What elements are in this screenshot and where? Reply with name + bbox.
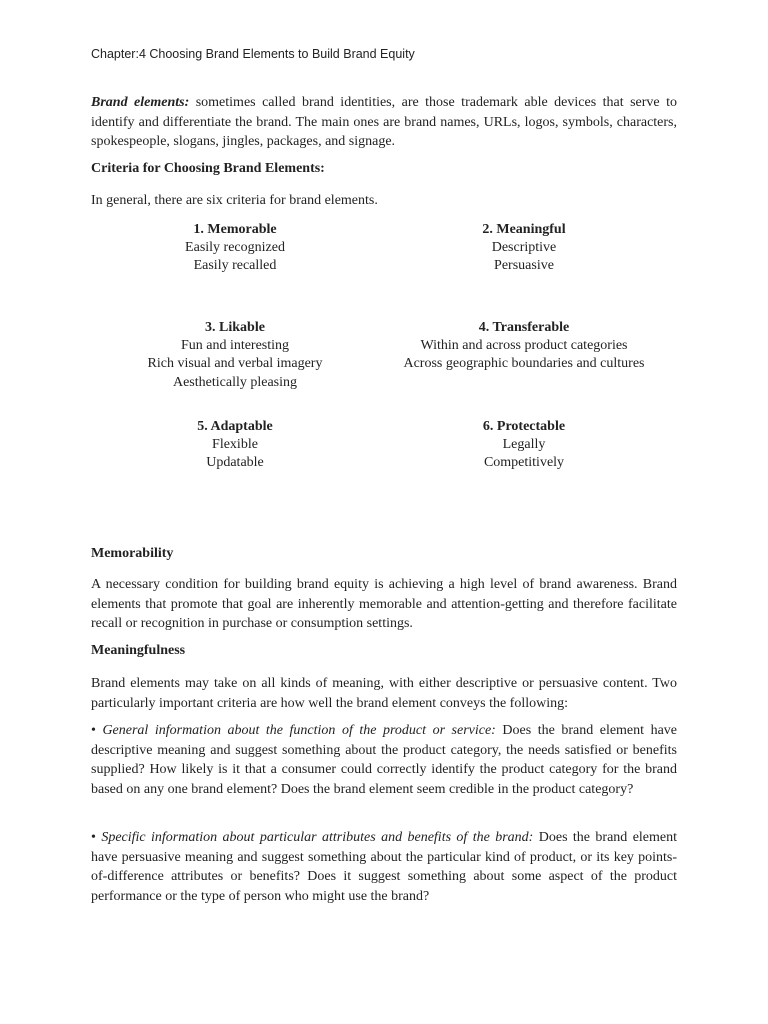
criterion-item: Easily recognized <box>185 240 285 256</box>
criterion-memorable <box>115 221 355 276</box>
intro-term: Brand elements: <box>91 95 190 110</box>
criterion-item: Legally <box>502 437 546 453</box>
criterion-adaptable <box>115 418 355 473</box>
criterion-title: 5. Adaptable <box>197 419 273 434</box>
criteria-heading: Criteria for Choosing Brand Elements: <box>91 161 325 176</box>
bullet-text: Does the brand element have persuasive meaning and suggest something about the particular kind of product, or its key points-of-difference attributes or benefits? Does it suggest something about some aspect of the product performance or the type of person who might use the brand? <box>91 830 678 904</box>
criterion-item: Easily recalled <box>193 258 277 274</box>
criteria-intro: In general, there are six criteria for brand elements. <box>91 193 378 208</box>
criterion-likable <box>115 319 355 392</box>
intro-paragraph <box>91 93 677 152</box>
criterion-title: 6. Protectable <box>482 419 566 434</box>
criterion-item: Persuasive <box>494 258 554 274</box>
criterion-title: 3. Likable <box>205 320 265 335</box>
criterion-meaningful <box>378 221 670 276</box>
criterion-item: Rich visual and verbal imagery <box>147 356 323 372</box>
bullet-marker: • <box>91 830 96 845</box>
memorability-heading: Memorability <box>91 546 174 561</box>
criterion-item: Within and across product categories <box>420 338 628 354</box>
criterion-transferable <box>378 319 670 374</box>
criterion-item: Updatable <box>206 455 264 471</box>
criterion-item: Flexible <box>212 437 258 453</box>
criterion-item: Across geographic boundaries and cultures <box>403 356 645 372</box>
memorability-paragraph: A necessary condition for building brand equity is achieving a high level of brand awareness. Brand elements that promote that goal are inherently memorable and attention-getting and therefore facilitate recall or recognition in purchase or consumption settings. <box>91 577 677 632</box>
criterion-protectable <box>378 418 670 473</box>
chapter-title: Chapter:4 Choosing Brand Elements to Build Brand Equity <box>91 47 415 61</box>
criterion-title: 4. Transferable <box>478 320 570 335</box>
bullet-lead: Specific information about particular attributes and benefits of the brand: <box>101 830 534 845</box>
bullet-general-information <box>91 721 677 799</box>
intro-text: sometimes called brand identities, are those trademark able devices that serve to identify and differentiate the brand. The main ones are brand names, URLs, logos, symbols, characters, spokespeople, slogans, jingles, packages, and signage. <box>91 95 677 150</box>
criterion-item: Fun and interesting <box>180 338 290 354</box>
criterion-title: 2. Meaningful <box>482 222 566 237</box>
criterion-item: Descriptive <box>491 240 557 256</box>
meaningfulness-paragraph: Brand elements may take on all kinds of meaning, with either descriptive or persuasive content. Two particularly important criteria are how well the brand element conveys the following: <box>91 676 677 711</box>
criterion-title: 1. Memorable <box>193 222 277 237</box>
bullet-text: Does the brand element have descriptive meaning and suggest something about the product category, the needs satisfied or benefits supplied? How likely is it that a consumer could correctly identify the product category for the brand based on any one brand element? Does the brand element seem credible in the product category? <box>91 723 677 797</box>
criterion-item: Competitively <box>483 455 565 471</box>
bullet-lead: General information about the function of the product or service: <box>102 723 496 738</box>
bullet-marker: • <box>91 723 96 738</box>
bullet-specific-information <box>91 828 677 906</box>
meaningfulness-heading: Meaningfulness <box>91 643 186 658</box>
criterion-item: Aesthetically pleasing <box>172 374 298 390</box>
